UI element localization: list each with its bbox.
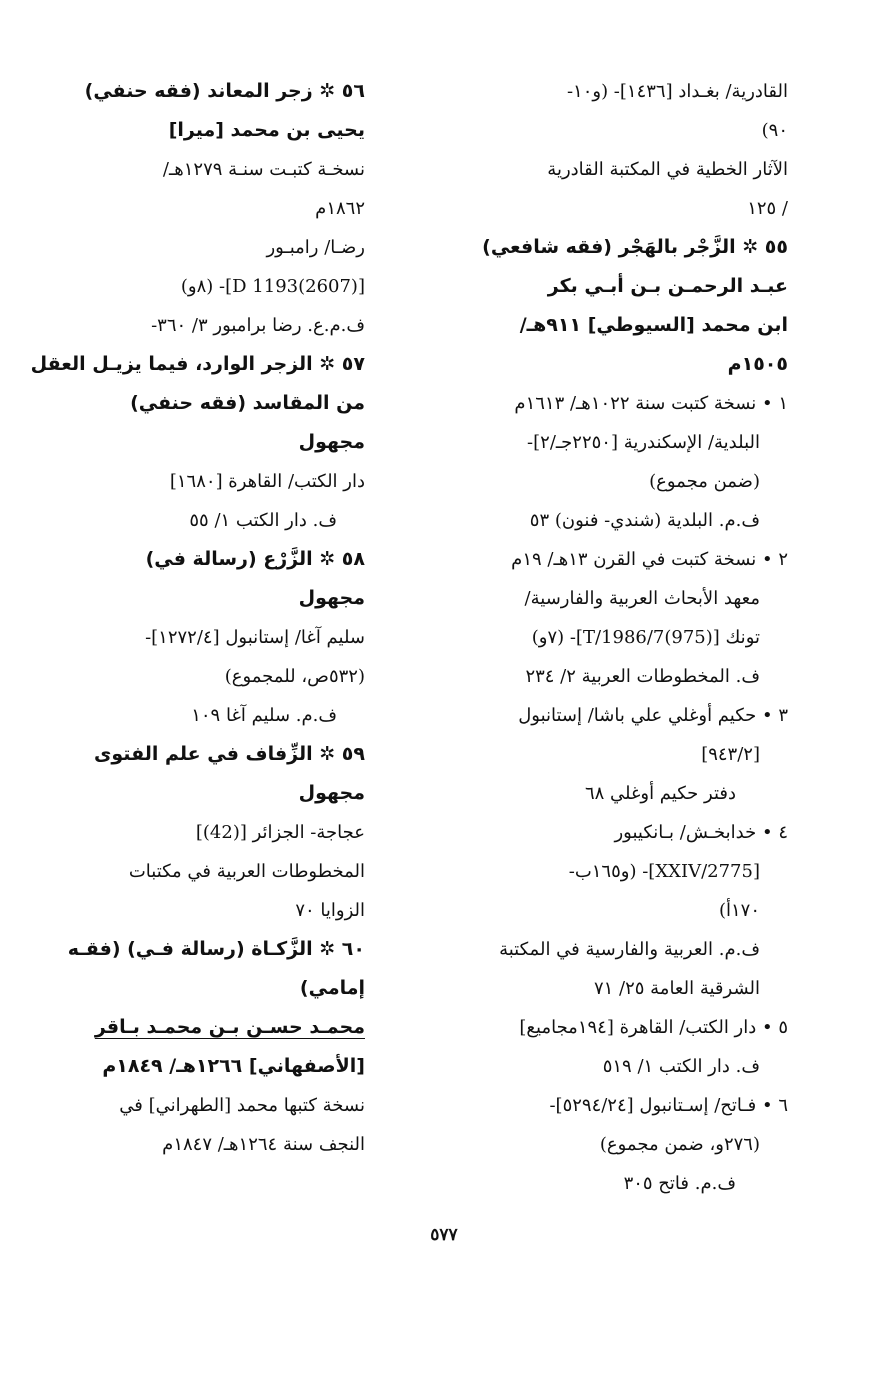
text-line: ١٨٦٢م (315, 198, 365, 219)
text-line: / ١٢٥ (747, 198, 788, 219)
author-line: مجهول (298, 431, 365, 453)
text-line: دار الكتب/ القاهرة [١٦٨٠] (169, 471, 365, 492)
copy-item: ٦ • فـاتح/ إسـتانبول [٥٢٩٤/٢٤]- (549, 1095, 788, 1116)
entry-heading: ٥٩ ✲ الزِّفاف في علم الفتوى (93, 743, 365, 765)
text-line: معهد الأبحاث العربية والفارسية/ (524, 588, 760, 609)
entry-heading: من المقاسد (فقه حنفي) (130, 392, 365, 414)
author-line: ١٥٠٥م (727, 353, 788, 375)
text-line: النجف سنة ١٢٦٤هـ/ ١٨٤٧م (162, 1134, 365, 1155)
page-number: ٥٧٧ (430, 1225, 458, 1245)
text-line: (٢٧٦و، ضمن مجموع) (599, 1134, 760, 1155)
text-line: نسخـة كتبـت سنـة ١٢٧٩هـ/ (162, 159, 365, 180)
entry-heading: ٦٠ ✲ الزَّكـاة (رسالة فـي) (فقـه (67, 938, 365, 960)
author-line: عبـد الرحمـن بـن أبـي بكر (547, 275, 788, 297)
entry-heading: ٥٦ ✲ زجر المعاند (فقه حنفي) (84, 80, 365, 102)
author-line: ابن محمد [السيوطي] ٩١١هـ/ (519, 314, 788, 336)
text-line: ف.م.ع. رضا برامبور ٣/ ٣٦٠- (151, 315, 365, 336)
text-line: ف.م. العربية والفارسية في المكتبة (499, 939, 760, 960)
text-line: الزوايا ٧٠ (295, 900, 365, 921)
copy-item: ٤ • خدابخـش/ بـانكيبور (614, 822, 788, 843)
text-line: عجاجة- الجزائر [(42)] (195, 822, 365, 843)
text-line: ف.م. البلدية (شندي- فنون) ٥٣ (529, 510, 760, 531)
text-line: البلدية/ الإسكندرية [٢٢٥٠جـ/٢]- (527, 432, 760, 453)
text-line: دفتر حكيم أوغلي ٦٨ (584, 783, 736, 804)
text-line: ٩٠) (761, 120, 788, 141)
text-line: ف. دار الكتب ١/ ٥٥ (189, 510, 337, 531)
text-line: رضـا/ رامبـور (266, 237, 365, 258)
text-line: [٩٤٣/٢] (701, 744, 760, 765)
text-line: القادرية/ بغـداد [١٤٣٦]- (و١٠- (566, 81, 788, 102)
author-line: محمـد حسـن بـن محمـد بـاقر (94, 1016, 365, 1038)
left-column (30, 72, 365, 1164)
text-line: تونك [T/1986/7(975)]- (٧و) (531, 627, 760, 648)
text-line: المخطوطات العربية في مكتبات (128, 861, 365, 882)
text-line: ١٧٠أ) (718, 900, 760, 921)
entry-heading: ٥٨ ✲ الزَّرْع (رسالة في) (145, 548, 365, 570)
text-line: نسخة كتبها محمد [الطهراني] في (119, 1095, 365, 1116)
copy-item: ٢ • نسخة كتبت في القرن ١٣هـ/ ١٩م (511, 549, 788, 570)
text-line: الآثار الخطية في المكتبة القادرية (547, 159, 788, 180)
author-line: [الأصفهاني] ١٢٦٦هـ/ ١٨٤٩م (102, 1055, 365, 1077)
text-line: (ضمن مجموع) (649, 471, 760, 492)
copy-item: ٣ • حكيم أوغلي علي باشا/ إستانبول (518, 705, 788, 726)
entry-heading: ٥٥ ✲ الزَّجْر بالهَجْر (فقه شافعي) (482, 236, 788, 258)
text-line: سليم آغا/ إستانبول [١٢٧٢/٤]- (145, 627, 365, 648)
text-line: [2775/XXIV]- (و١٦٥ب- (568, 861, 760, 882)
text-line: (٥٣٢ص، للمجموع) (224, 666, 365, 687)
author-line: مجهول (298, 782, 365, 804)
entry-heading: ٥٧ ✲ الزجر الوارد، فيما يزيـل العقل (30, 353, 365, 375)
text-line: الشرقية العامة ٢٥/ ٧١ (593, 978, 760, 999)
text-line: ف. المخطوطات العربية ٢/ ٢٣٤ (525, 666, 760, 687)
text-line: ف.م. سليم آغا ١٠٩ (191, 705, 337, 726)
right-column (455, 72, 788, 1203)
entry-heading: إمامي) (299, 977, 365, 999)
copy-item: ١ • نسخة كتبت سنة ١٠٢٢هـ/ ١٦١٣م (514, 393, 788, 414)
copy-item: ٥ • دار الكتب/ القاهرة [١٩٤مجاميع] (519, 1017, 788, 1038)
text-line: ف. دار الكتب ١/ ٥١٩ (602, 1056, 760, 1077)
author-line: يحيى بن محمد [ميرا] (168, 119, 365, 141)
author-line: مجهول (298, 587, 365, 609)
text-line: [D 1193(2607)]- (٨و) (180, 276, 365, 297)
text-line: ف.م. فاتح ٣٠٥ (623, 1173, 736, 1194)
